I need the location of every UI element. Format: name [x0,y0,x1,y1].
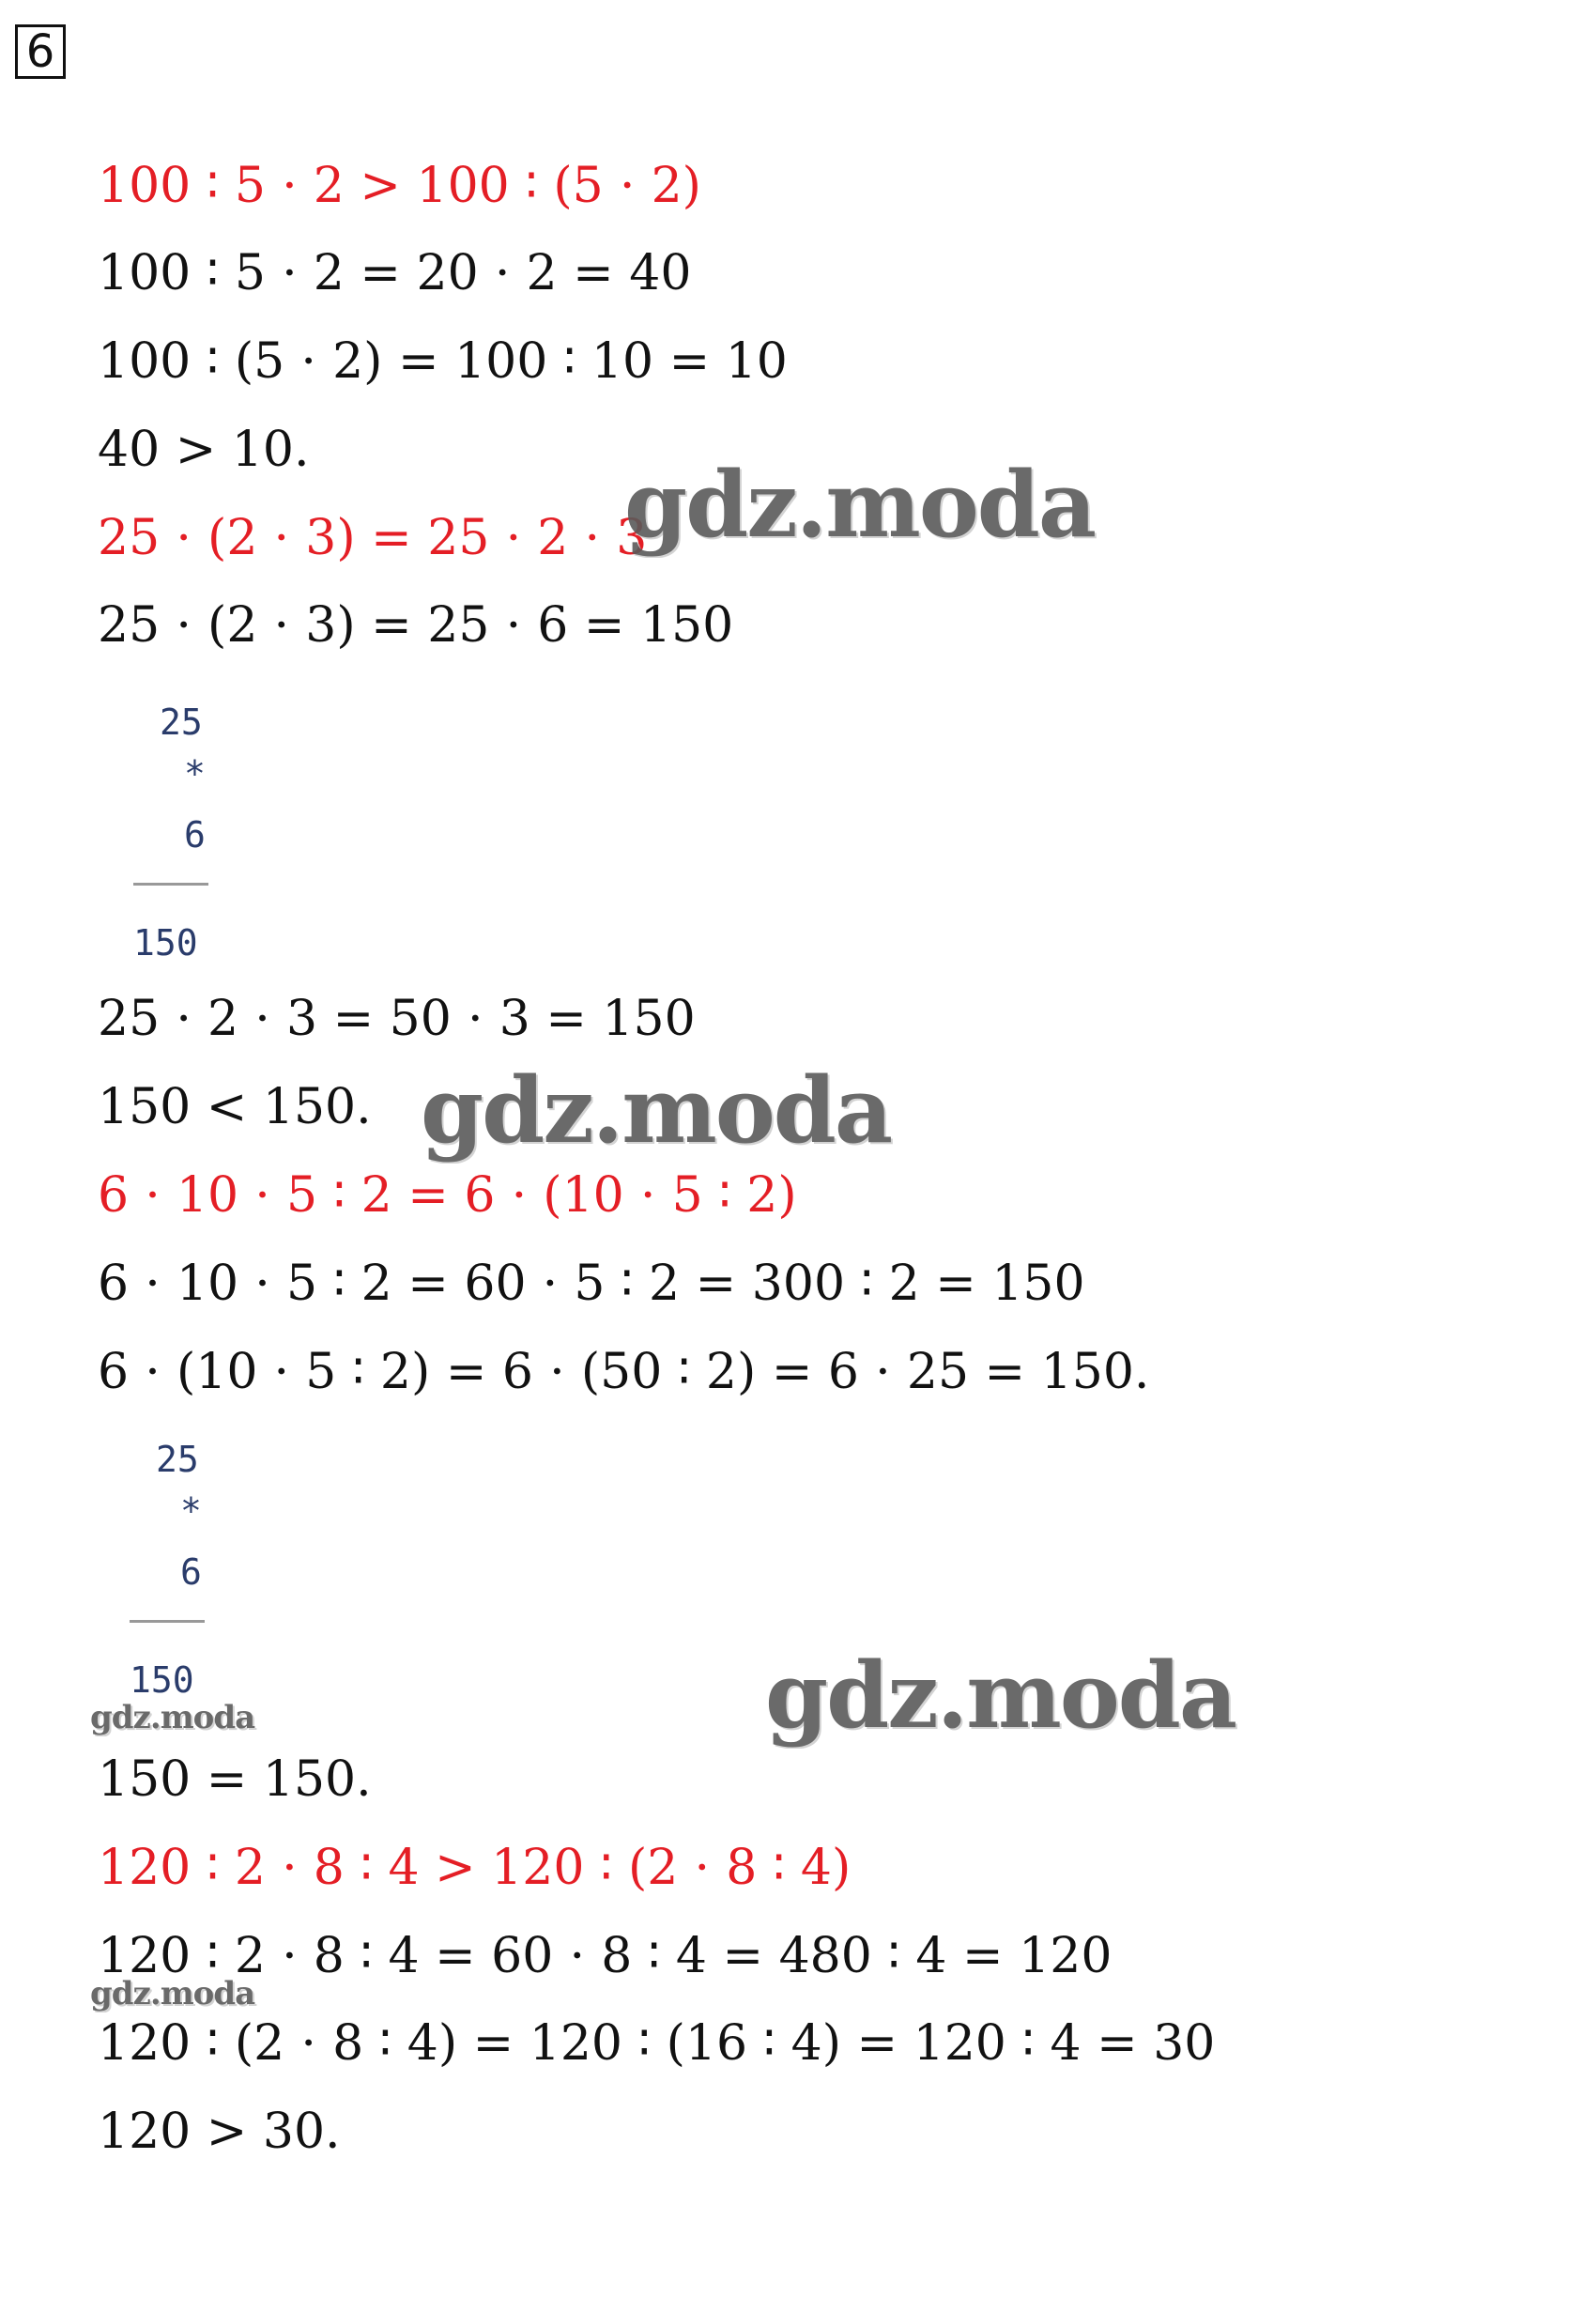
solution-line: 25 ⋅ 2 ⋅ 3 = 50 ⋅ 3 = 150 [98,991,696,1047]
column-top-number: 25 [160,702,203,743]
result-line: 120 > 30. [98,2104,341,2160]
solution-line: 25 ⋅ (2 ⋅ 3) = 25 ⋅ 6 = 150 [98,597,734,654]
solution-line: 100 ∶ (5 ⋅ 2) = 100 ∶ 10 = 10 [98,333,788,390]
comparison-4-heading: 120 ∶ 2 ⋅ 8 ∶ 4 > 120 ∶ (2 ⋅ 8 ∶ 4) [98,1840,852,1896]
comparison-3-heading: 6 ⋅ 10 ⋅ 5 ∶ 2 = 6 ⋅ (10 ⋅ 5 ∶ 2) [98,1167,797,1224]
column-operator: * [180,1490,202,1532]
column-rule [133,883,208,886]
solution-line: 100 ∶ 5 ⋅ 2 = 20 ⋅ 2 = 40 [98,245,692,301]
column-bottom-number: 6 [184,814,206,856]
column-bottom-number: 6 [180,1551,202,1593]
solution-line: 120 ∶ (2 ⋅ 8 ∶ 4) = 120 ∶ (16 ∶ 4) = 120 ∶ 4 = 30 [98,2015,1216,2072]
watermark: gdz.moda [421,1057,892,1164]
column-result: 150 [130,1659,194,1701]
solution-line: 6 ⋅ (10 ⋅ 5 ∶ 2) = 6 ⋅ (50 ∶ 2) = 6 ⋅ 25 = 150. [98,1344,1150,1400]
watermark: gdz.moda [765,1642,1236,1749]
result-line: 40 > 10. [98,422,310,478]
task-number-badge: 6 [15,24,66,79]
column-rule [130,1620,205,1623]
solution-line: 120 ∶ 2 ⋅ 8 ∶ 4 = 60 ⋅ 8 ∶ 4 = 480 ∶ 4 = 120 [98,1928,1113,1984]
column-result: 150 [133,922,198,964]
result-line: 150 = 150. [98,1751,372,1808]
column-operator: * [184,753,206,794]
watermark: gdz.moda [624,452,1096,558]
solution-line: 6 ⋅ 10 ⋅ 5 ∶ 2 = 60 ⋅ 5 ∶ 2 = 300 ∶ 2 = 150 [98,1256,1085,1312]
result-line: 150 < 150. [98,1079,372,1135]
watermark: gdz.moda [90,1975,255,2012]
column-top-number: 25 [156,1439,199,1480]
comparison-1-heading: 100 ∶ 5 ⋅ 2 > 100 ∶ (5 ⋅ 2) [98,158,701,214]
watermark: gdz.moda [90,1699,255,1736]
comparison-2-heading: 25 ⋅ (2 ⋅ 3) = 25 ⋅ 2 ⋅ 3 [98,510,648,566]
